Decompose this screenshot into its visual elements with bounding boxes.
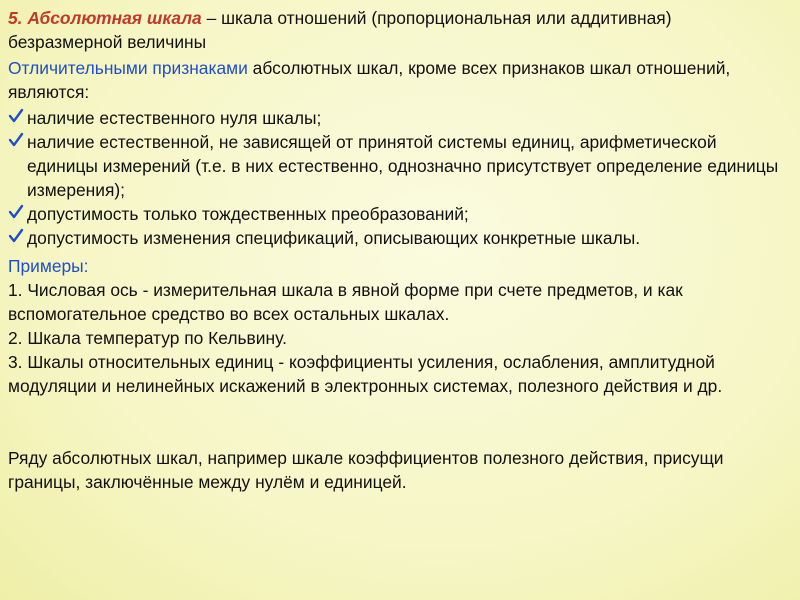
check-icon — [8, 106, 24, 126]
example-item: 1. Числовая ось - измерительная шкала в явной форме при счете предметов, и как вспомогательное средство во всех остальных шкалах. — [8, 280, 683, 324]
check-icon — [8, 202, 24, 222]
example-item: 3. Шкалы относительных единиц - коэффициенты усиления, ослабления, амплитудной модуляции и нелинейных искажений в электронных системах, полезного действия и др. — [8, 352, 723, 396]
feature-item — [8, 106, 788, 130]
heading-title: 5. Абсолютная шкала — [8, 8, 202, 28]
examples-label: Примеры: — [8, 256, 89, 276]
features-intro — [8, 56, 788, 104]
feature-item — [8, 130, 788, 202]
check-icon — [8, 226, 24, 246]
heading-description: – шкала отношений (пропорциональная или аддитивная) безразмерной величины — [8, 8, 672, 52]
feature-text: допустимость только тождественных преобразований; — [27, 204, 469, 224]
features-rest: абсолютных шкал, кроме всех признаков шкал отношений, являются: — [8, 58, 731, 102]
closing-paragraph: Ряду абсолютных шкал, например шкале коэффициентов полезного действия, присущи границы, заключённые между нулём и единицей. — [8, 448, 724, 492]
feature-text: допустимость изменения спецификаций, описывающих конкретные шкалы. — [27, 228, 641, 248]
feature-text: наличие естественной, не зависящей от принятой системы единиц, арифметической единицы измерений (т.е. в них естественно, однозначно присутствует определение единицы измерения); — [27, 132, 779, 200]
feature-text: наличие естественного нуля шкалы; — [27, 108, 322, 128]
example-item: 2. Шкала температур по Кельвину. — [8, 328, 287, 348]
feature-item — [8, 226, 788, 250]
feature-list — [8, 106, 788, 250]
feature-item — [8, 202, 788, 226]
examples-block — [8, 254, 788, 398]
check-icon — [8, 130, 24, 150]
features-lead: Отличительными признаками — [8, 58, 248, 78]
heading-paragraph — [8, 6, 788, 54]
